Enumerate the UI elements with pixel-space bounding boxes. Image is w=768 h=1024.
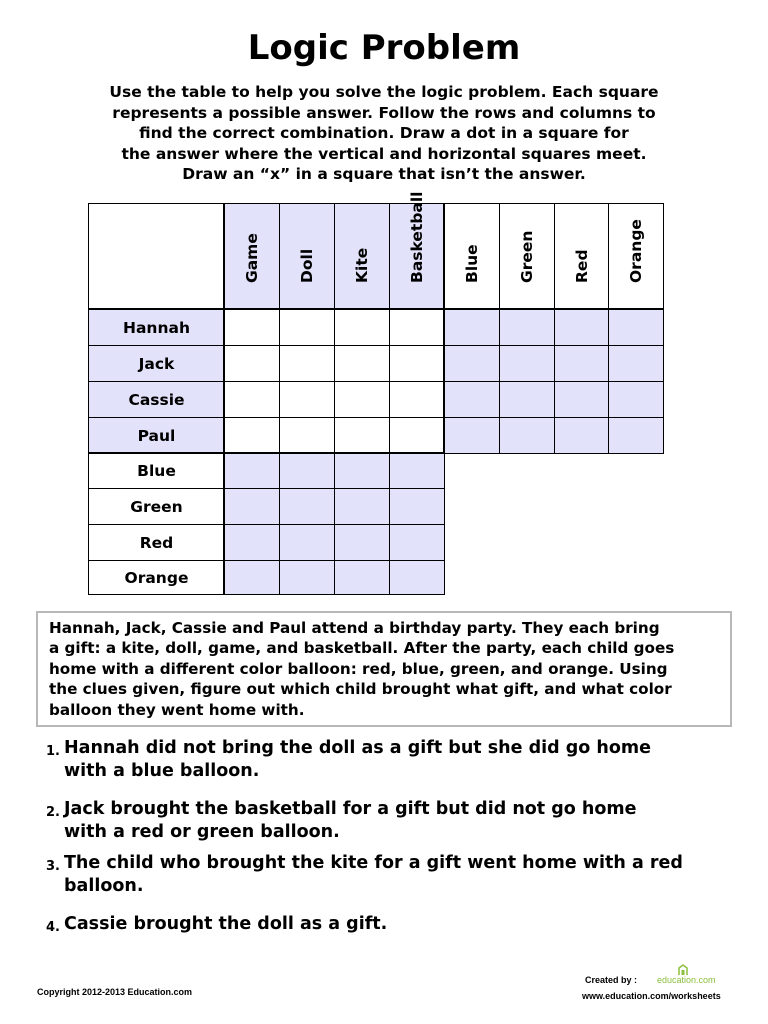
clue-line: Jack brought the basketball for a gift but did not go home: [64, 799, 637, 819]
answer-cell[interactable]: [389, 524, 445, 561]
instruction-line: represents a possible answer. Follow the rows and columns to: [112, 103, 656, 122]
answer-cell[interactable]: [444, 381, 500, 418]
story-line: home with a different color balloon: red, blue, green, and orange. Using: [49, 659, 668, 678]
row-header-red: Red: [88, 524, 225, 561]
answer-cell[interactable]: [608, 345, 664, 382]
clue-number: 1.: [46, 744, 60, 759]
answer-cell[interactable]: [554, 345, 609, 382]
answer-cell[interactable]: [224, 309, 280, 346]
row-header-blue: Blue: [88, 453, 225, 489]
row-header-paul: Paul: [88, 417, 225, 454]
column-header-orange: [608, 203, 664, 310]
clue-number: 2.: [46, 805, 60, 820]
answer-cell[interactable]: [499, 381, 555, 418]
answer-cell[interactable]: [389, 345, 445, 382]
answer-cell[interactable]: [334, 309, 390, 346]
answer-cell[interactable]: [334, 560, 390, 595]
answer-cell[interactable]: [499, 345, 555, 382]
answer-cell[interactable]: [554, 417, 609, 454]
answer-cell[interactable]: [224, 488, 280, 525]
instruction-line: Use the table to help you solve the logic problem. Each square: [109, 83, 659, 101]
grid-separator: [443, 203, 445, 453]
created-by-label: Created by :: [585, 975, 638, 985]
story-line: a gift: a kite, doll, game, and basketball. After the party, each child goes: [49, 639, 675, 658]
answer-cell[interactable]: [608, 381, 664, 418]
answer-cell[interactable]: [389, 453, 445, 489]
row-header-cassie: Cassie: [88, 381, 225, 418]
story-line: balloon they went home with.: [49, 700, 305, 719]
answer-cell[interactable]: [334, 488, 390, 525]
clue-line: balloon.: [64, 876, 144, 896]
answer-cell[interactable]: [334, 381, 390, 418]
answer-cell[interactable]: [334, 453, 390, 489]
site-url: www.education.com/worksheets: [582, 991, 721, 1001]
answer-cell[interactable]: [608, 417, 664, 454]
clue-number: 3.: [46, 859, 60, 874]
instruction-line: find the correct combination. Draw a dot in a square for: [139, 124, 629, 143]
education-logo: [657, 962, 721, 990]
row-header-orange: Orange: [88, 560, 225, 595]
answer-cell[interactable]: [224, 524, 280, 561]
column-header-green: [499, 203, 555, 310]
answer-cell[interactable]: [554, 381, 609, 418]
page-title: Logic Problem: [247, 28, 521, 68]
answer-cell[interactable]: [389, 309, 445, 346]
column-header-kite: [334, 203, 390, 310]
column-header-label: Red: [572, 249, 591, 283]
column-header-label: Green: [518, 230, 536, 283]
answer-cell[interactable]: [444, 417, 500, 454]
clue-line: The child who brought the kite for a gift went home with a red: [64, 853, 683, 873]
clue-line: with a blue balloon.: [64, 761, 260, 781]
answer-cell[interactable]: [279, 524, 335, 561]
answer-cell[interactable]: [334, 345, 390, 382]
column-header-game: [224, 203, 280, 310]
row-header-hannah: Hannah: [88, 309, 225, 346]
column-header-label: Orange: [627, 219, 645, 283]
column-header-basketball: [389, 191, 445, 310]
story-line: Hannah, Jack, Cassie and Paul attend a birthday party. They each bring: [49, 619, 660, 637]
answer-cell[interactable]: [279, 309, 335, 346]
row-header-green: Green: [88, 488, 225, 525]
answer-cell[interactable]: [499, 309, 555, 346]
answer-cell[interactable]: [389, 488, 445, 525]
answer-cell[interactable]: [499, 417, 555, 454]
answer-cell[interactable]: [279, 560, 335, 595]
answer-cell[interactable]: [334, 524, 390, 561]
answer-cell[interactable]: [389, 381, 445, 418]
answer-cell[interactable]: [224, 417, 280, 454]
answer-cell[interactable]: [444, 345, 500, 382]
answer-cell[interactable]: [608, 309, 664, 346]
column-header-red: [554, 203, 609, 310]
answer-cell[interactable]: [224, 345, 280, 382]
grid-separator: [88, 308, 663, 310]
column-header-label: Basketball: [408, 191, 426, 283]
story-line: the clues given, figure out which child brought what gift, and what color: [49, 680, 672, 699]
column-header-blue: [444, 203, 500, 310]
answer-cell[interactable]: [279, 417, 335, 454]
story-box: [36, 611, 732, 727]
answer-cell[interactable]: [279, 453, 335, 489]
column-header-label: Blue: [463, 244, 481, 283]
row-header-jack: Jack: [88, 345, 225, 382]
grid-corner: [88, 203, 225, 310]
answer-cell[interactable]: [224, 453, 280, 489]
grid-separator: [223, 203, 225, 594]
copyright-text: Copyright 2012-2013 Education.com: [37, 987, 193, 997]
clue-line: Cassie brought the doll as a gift.: [64, 914, 388, 934]
answer-cell[interactable]: [554, 309, 609, 346]
clue-line: with a red or green balloon.: [64, 822, 340, 842]
answer-cell[interactable]: [444, 309, 500, 346]
answer-cell[interactable]: [279, 488, 335, 525]
grid-separator: [88, 452, 444, 454]
instruction-line: Draw an “x” in a square that isn’t the answer.: [182, 165, 586, 184]
clue-line: Hannah did not bring the doll as a gift but she did go home: [64, 738, 651, 758]
answer-cell[interactable]: [334, 417, 390, 454]
answer-cell[interactable]: [224, 560, 280, 595]
answer-cell[interactable]: [224, 381, 280, 418]
answer-cell[interactable]: [389, 417, 445, 454]
column-header-label: Game: [243, 233, 261, 283]
clue-number: 4.: [46, 920, 60, 935]
instruction-line: the answer where the vertical and horizontal squares meet.: [121, 144, 647, 163]
column-header-label: Doll: [298, 248, 316, 283]
logo-text: education.com: [657, 975, 716, 985]
column-header-doll: [279, 203, 335, 310]
answer-cell[interactable]: [279, 381, 335, 418]
answer-cell[interactable]: [389, 560, 445, 595]
column-header-label: Kite: [353, 247, 371, 283]
answer-cell[interactable]: [279, 345, 335, 382]
